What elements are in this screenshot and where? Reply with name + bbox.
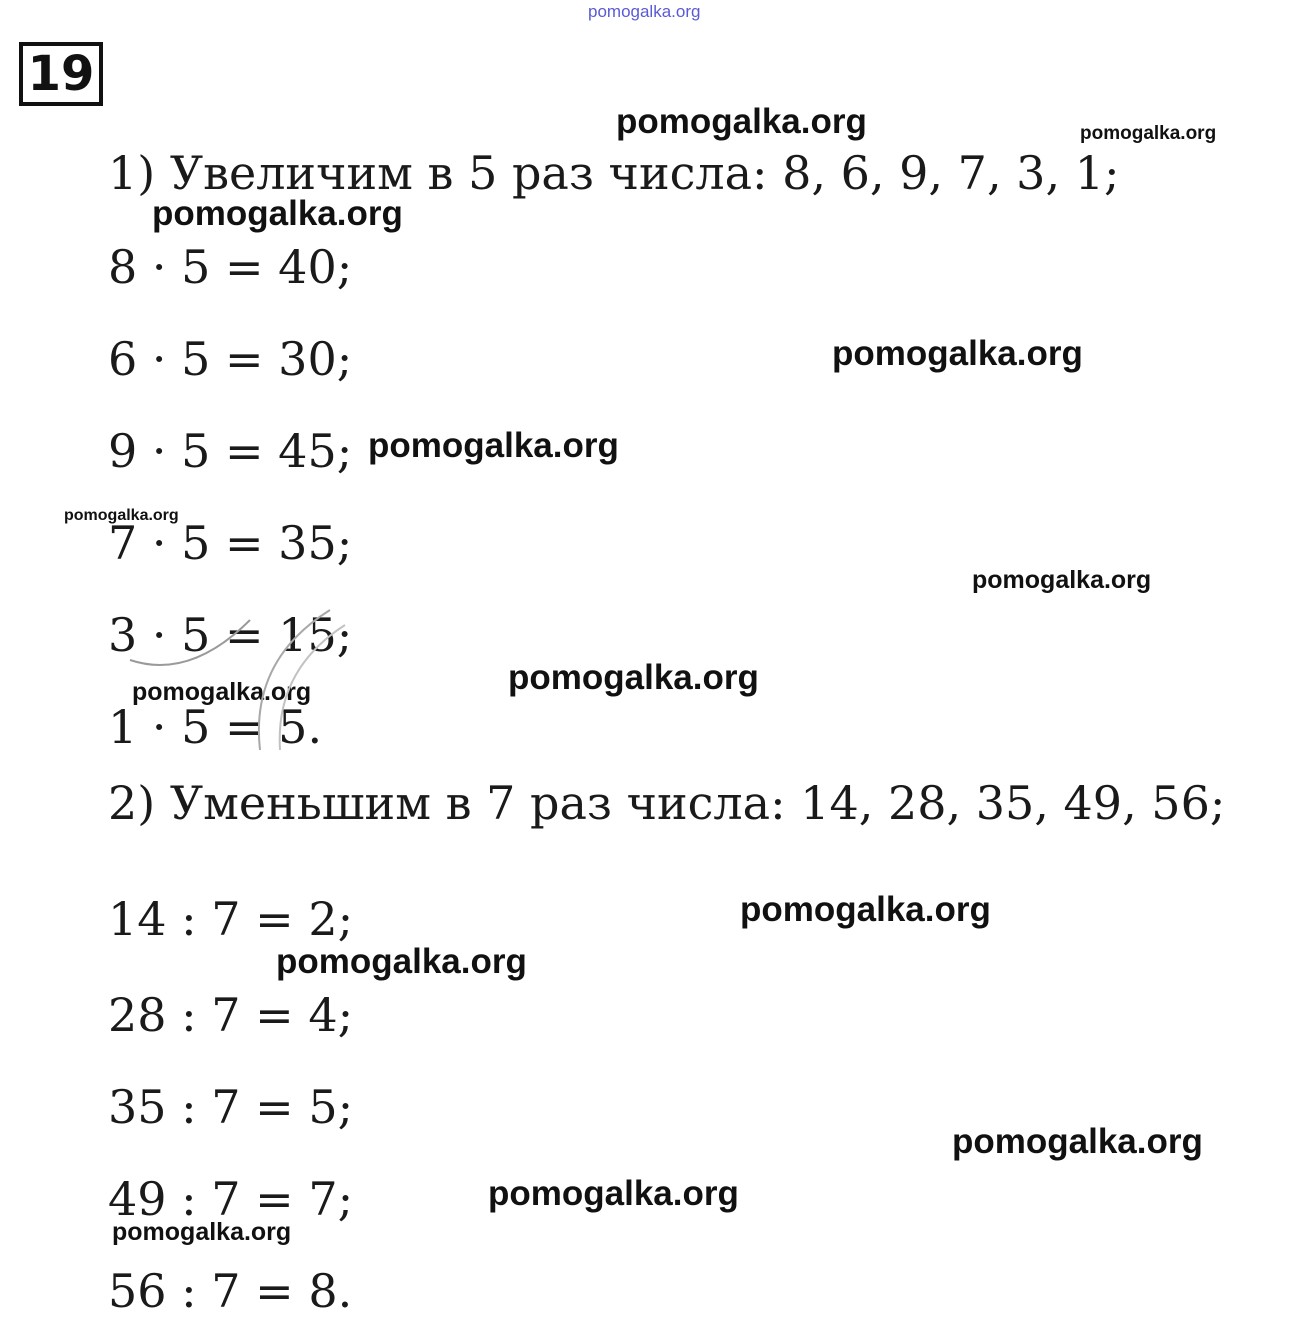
watermark: pomogalka.org: [488, 1174, 739, 1213]
watermark: pomogalka.org: [832, 334, 1083, 373]
watermark: pomogalka.org: [508, 658, 759, 697]
watermark: pomogalka.org: [616, 102, 867, 141]
watermark: pomogalka.org: [276, 942, 527, 981]
equation-line: 8 · 5 = 40;: [108, 240, 353, 294]
equation-line: 7 · 5 = 35;: [108, 516, 353, 570]
watermark: pomogalka.org: [64, 507, 179, 524]
equation-line: 14 : 7 = 2;: [108, 892, 354, 946]
equation-line: 49 : 7 = 7;: [108, 1172, 354, 1226]
watermark: pomogalka.org: [952, 1122, 1203, 1161]
watermark: pomogalka.org: [112, 1218, 292, 1246]
equation-line: 9 · 5 = 45;: [108, 424, 353, 478]
equation-line: 35 : 7 = 5;: [108, 1080, 354, 1134]
watermark-top: pomogalka.org: [588, 2, 701, 21]
problem-number-box: 19: [19, 42, 103, 106]
watermark: pomogalka.org: [1080, 123, 1217, 144]
watermark: pomogalka.org: [132, 678, 312, 706]
equation-line: 56 : 7 = 8.: [108, 1264, 353, 1318]
equation-line: 3 · 5 = 15;: [108, 608, 353, 662]
watermark: pomogalka.org: [368, 426, 619, 465]
part2-heading: 2) Уменьшим в 7 раз числа: 14, 28, 35, 49, 56;: [108, 776, 1226, 830]
watermark: pomogalka.org: [152, 194, 403, 233]
watermark: pomogalka.org: [740, 890, 991, 929]
watermark: pomogalka.org: [972, 566, 1152, 594]
equation-line: 6 · 5 = 30;: [108, 332, 353, 386]
equation-line: 1 · 5 = 5.: [108, 700, 323, 754]
part1-heading: 1) Увеличим в 5 раз числа: 8, 6, 9, 7, 3, 1;: [108, 146, 1120, 200]
equation-line: 28 : 7 = 4;: [108, 988, 354, 1042]
